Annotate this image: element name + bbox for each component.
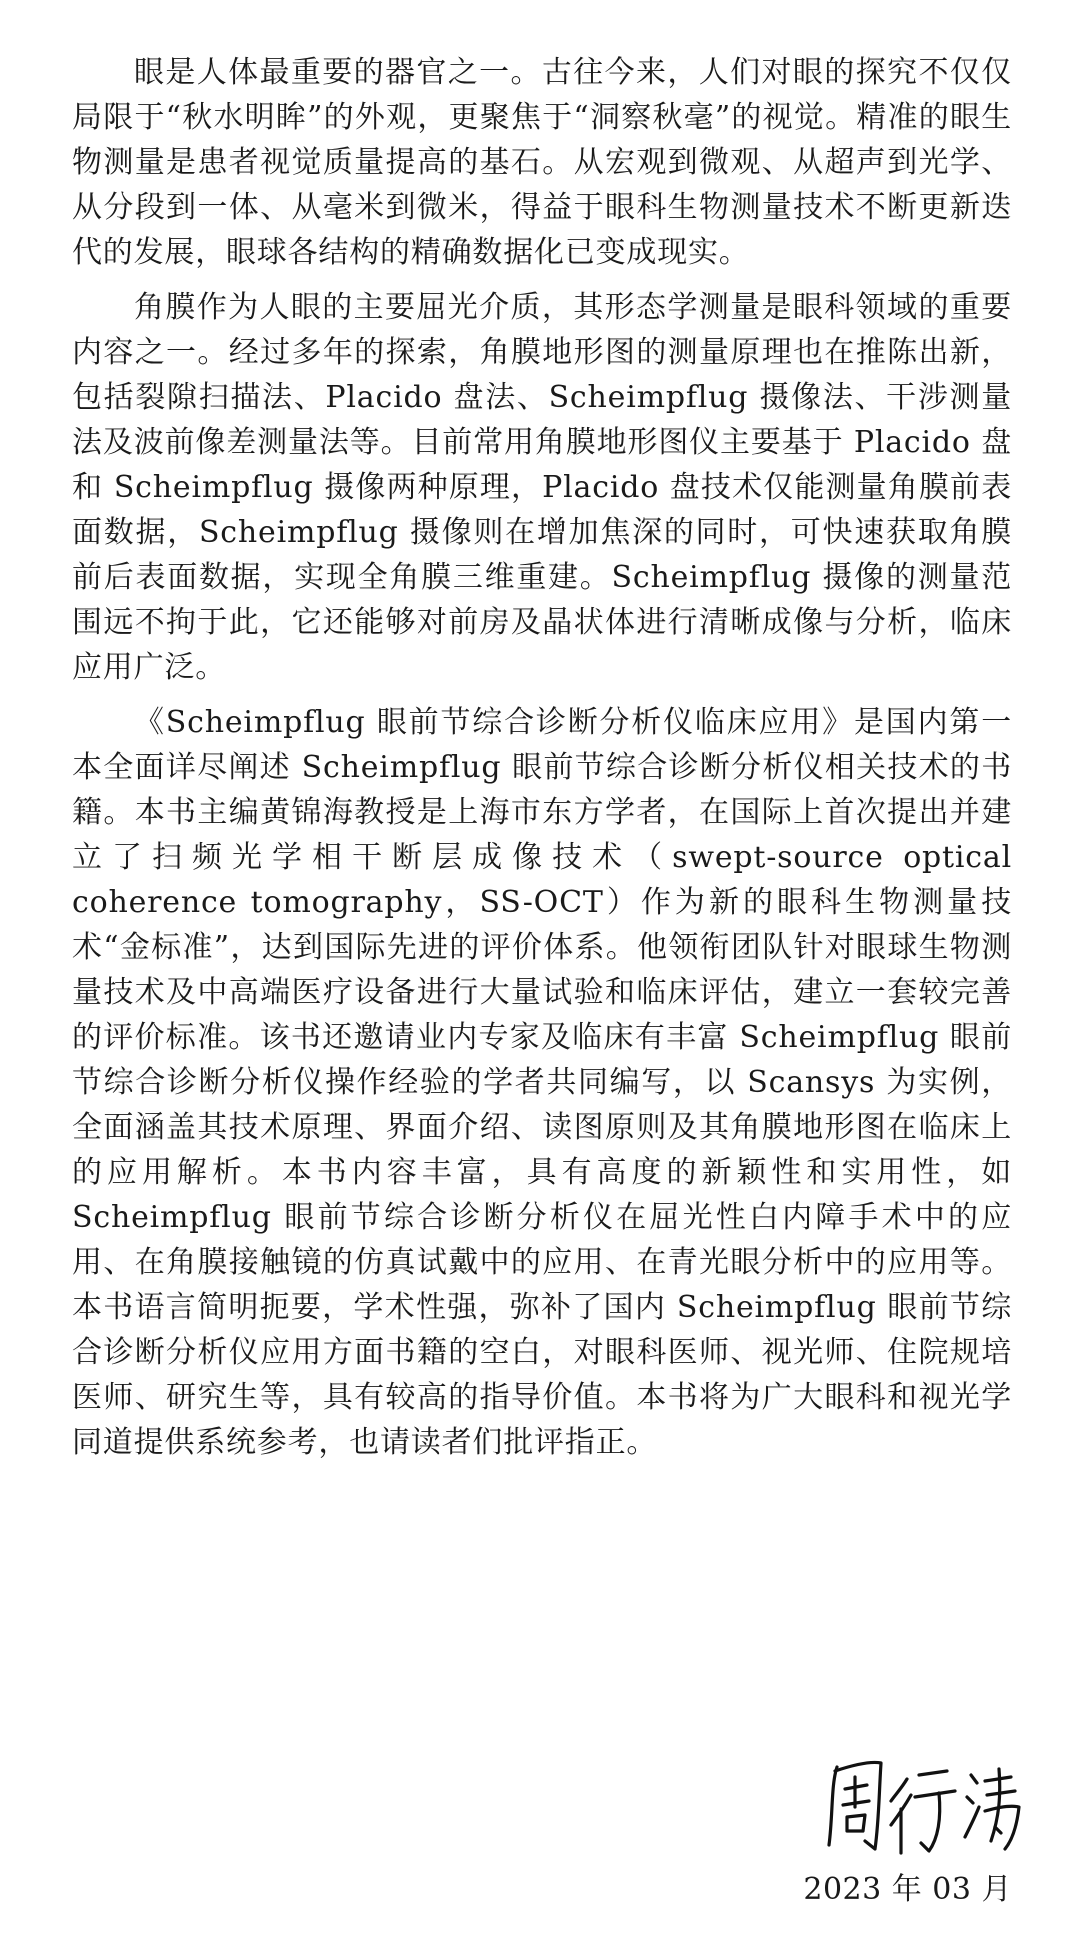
preface-body: [72, 50, 1012, 1475]
date: 2023 年 03 月: [803, 1872, 1012, 1907]
handwritten-signature: [815, 1745, 1025, 1865]
paragraph-2: 角膜作为人眼的主要屈光介质，其形态学测量是眼科领域的重要内容之一。经过多年的探索，角膜地形图的测量原理也在推陈出新，包括裂隙扫描法、Placido 盘法、Scheimpflug 摄像法、干涉测量法及波前像差测量法等。目前常用角膜地形图仪主要基于 Placido 盘和 Scheimpflug 摄像两种原理，Placido 盘技术仅能测量角膜前表面数据，Scheimpflug 摄像则在增加焦深的同时，可快速获取角膜前后表面数据，实现全角膜三维重建。Scheimpflug 摄像的测量范围远不拘于此，它还能够对前房及晶状体进行清晰成像与分析，临床应用广泛。: [72, 290, 1012, 685]
paragraph-1: 眼是人体最重要的器官之一。古往今来，人们对眼的探究不仅仅局限于“秋水明眸”的外观，更聚焦于“洞察秋毫”的视觉。精准的眼生物测量是患者视觉质量提高的基石。从宏观到微观、从超声到光学、从分段到一体、从毫米到微米，得益于眼科生物测量技术不断更新迭代的发展，眼球各结构的精确数据化已变成现实。: [72, 55, 1012, 270]
paragraph-3: 《Scheimpflug 眼前节综合诊断分析仪临床应用》是国内第一本全面详尽阐述 Scheimpflug 眼前节综合诊断分析仪相关技术的书籍。本书主编黄锦海教授是上海市东方学者，在国际上首次提出并建立了扫频光学相干断层成像技术（swept-source optical coherence tomography，SS-OCT）作为新的眼科生物测量技术“金标准”，达到国际先进的评价体系。他领衔团队针对眼球生物测量技术及中高端医疗设备进行大量试验和临床评估，建立一套较完善的评价标准。该书还邀请业内专家及临床有丰富 Scheimpflug 眼前节综合诊断分析仪操作经验的学者共同编写，以 Scansys 为实例，全面涵盖其技术原理、界面介绍、读图原则及其角膜地形图在临床上的应用解析。本书内容丰富，具有高度的新颖性和实用性，如 Scheimpflug 眼前节综合诊断分析仪在屈光性白内障手术中的应用、在角膜接触镜的仿真试戴中的应用、在青光眼分析中的应用等。本书语言简明扼要，学术性强，弥补了国内 Scheimpflug 眼前节综合诊断分析仪应用方面书籍的空白，对眼科医师、视光师、住院规培医师、研究生等，具有较高的指导价值。本书将为广大眼科和视光学同道提供系统参考，也请读者们批评指正。: [72, 705, 1012, 1460]
